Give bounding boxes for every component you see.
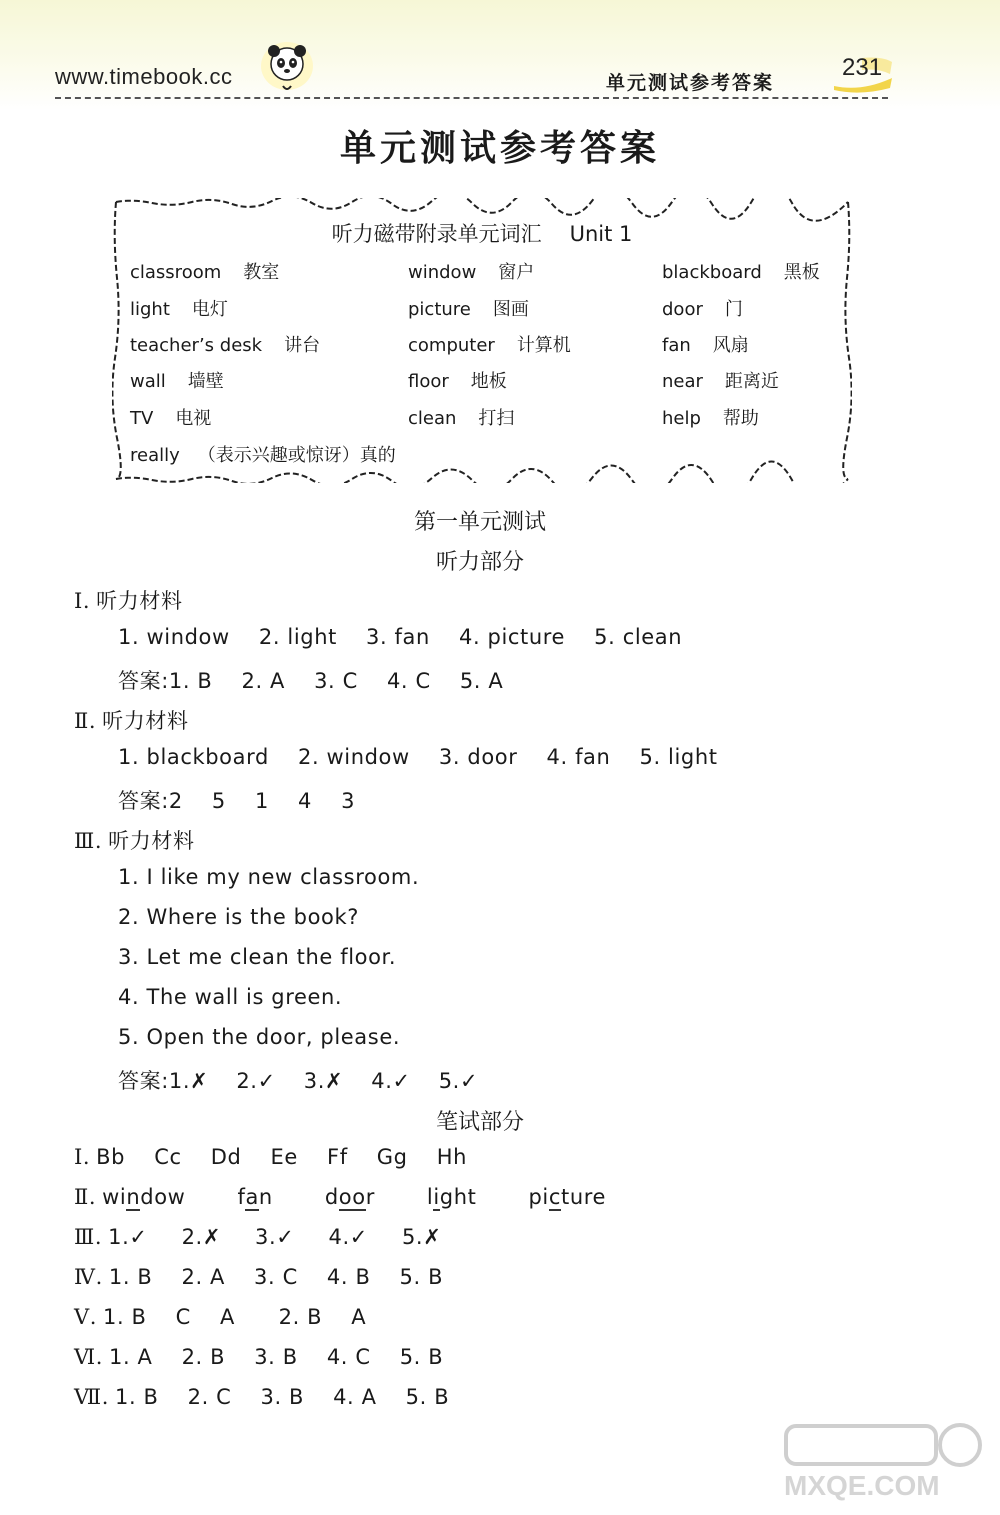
vocab-en: really [130,445,180,466]
vocab-item [662,258,820,284]
writing-iii [74,1225,441,1249]
roman-numeral: Ⅱ. [74,709,97,733]
header-section-title: 单元测试参考答案 [606,72,775,94]
listening-section-title: 听力部分 [435,550,524,575]
vocab-item [408,404,514,430]
header-url: www.timebook.cc [55,64,233,89]
roman-numeral: Ⅵ. [74,1345,103,1369]
roman-numeral: Ⅴ. [74,1305,98,1329]
answer-item [402,1225,441,1249]
vocab-en: light [130,299,170,320]
answer-prefix: 答案: [118,1069,169,1093]
word-part: wi [102,1185,127,1209]
word-part: l [426,1185,434,1209]
vocab-zh: 图画 [492,299,529,320]
word-part: ture [561,1185,607,1209]
vocab-en: blackboard [662,262,762,283]
vocab-item [130,404,211,430]
vocabulary-unit: Unit 1 [569,222,633,246]
watermark-text: MXQE.COM [784,1470,940,1501]
vocab-zh: 门 [724,299,743,320]
vocab-en: help [662,408,701,429]
answer-word [102,1185,185,1209]
word-part: n [258,1185,273,1209]
listening-iii-answer [118,1065,478,1095]
writing-i-answer: Bb Cc Dd Ee Ff Gg Hh [96,1145,467,1169]
listening-iii-sentence: 2. Where is the book? [118,905,359,929]
vocab-item [408,367,507,393]
roman-numeral: Ⅲ. [74,1225,103,1249]
vocab-en: clean [408,408,457,429]
writing-vi [74,1345,443,1369]
vocabulary-heading: 听力磁带附录单元词汇 [331,222,542,246]
vocab-zh: 帮助 [722,408,759,429]
word-part: pi [528,1185,549,1209]
listening-i-answer: 答案:1. B 2. A 3. C 4. C 5. A [118,669,504,693]
listening-ii-heading [74,705,189,735]
vocab-en: window [408,262,477,283]
vocabulary-title [112,218,852,248]
answer-item [108,1225,147,1249]
vocab-zh: 讲台 [284,335,321,356]
roman-numeral: Ⅶ. [74,1385,109,1409]
answer-number: 5. [438,1069,460,1093]
header-divider [55,97,888,99]
page-number-badge [832,52,894,94]
answer-item [169,1069,208,1093]
answer-item [329,1225,368,1249]
underlined-letters: oo [338,1185,366,1209]
answer-item [371,1069,410,1093]
watermark-logo [780,1420,990,1510]
answer-number: 1. [168,1069,191,1093]
vocab-en: wall [130,371,166,392]
writing-v-answer: 1. B C A 2. B A [103,1305,367,1329]
underlined-letters: c [548,1185,562,1209]
vocabulary-box [112,198,852,483]
vocab-en: floor [408,371,449,392]
listening-ii-answer: 答案:2 5 1 4 3 [118,789,356,813]
underlined-letters: a [245,1185,259,1209]
answer-word [325,1185,375,1209]
check-mark-icon: ✓ [392,1069,411,1093]
answer-number: 1. [108,1225,130,1249]
panda-mascot-icon [255,36,319,96]
word-part: f [237,1185,246,1209]
word-part: dow [140,1185,186,1209]
vocab-en: door [662,299,703,320]
answer-word [237,1185,272,1209]
writing-vi-answer: 1. A 2. B 3. B 4. C 5. B [109,1345,444,1369]
vocab-zh: 墙壁 [187,371,224,392]
writing-vii [74,1385,449,1409]
vocab-en: picture [408,299,471,320]
answer-item [255,1225,294,1249]
check-mark-icon: ✓ [257,1069,276,1093]
listening-iii-sentence: 5. Open the door, please. [118,1025,401,1049]
vocab-en: fan [662,335,691,356]
page-title: 单元测试参考答案 [339,127,660,169]
vocab-zh: 计算机 [516,335,571,356]
vocab-en: computer [408,335,495,356]
word-part: ght [439,1185,477,1209]
cross-mark-icon: ✗ [190,1069,209,1093]
vocab-zh: 电灯 [191,299,228,320]
vocab-item [130,258,279,284]
vocab-zh: 窗户 [498,262,535,283]
writing-iv-answer: 1. B 2. A 3. C 4. B 5. B [108,1265,444,1289]
listening-iii-sentence: 4. The wall is green. [118,985,343,1009]
cross-mark-icon: ✗ [423,1225,442,1249]
vocab-en: near [662,371,703,392]
answer-item [304,1069,343,1093]
listening-ii-material: 1. blackboard 2. window 3. door 4. fan 5. light [118,745,718,769]
vocab-zh: 黑板 [783,262,820,283]
vocab-item [662,331,749,357]
vocab-item [408,295,529,321]
vocab-zh: （表示兴趣或惊讶）真的 [197,445,396,466]
underlined-letters: i [433,1185,440,1209]
vocab-zh: 电视 [175,408,212,429]
writing-section-title: 笔试部分 [435,1110,524,1135]
watermark-emblem-icon [780,1420,990,1470]
answer-word [427,1185,477,1209]
answer-number: 2. [236,1069,258,1093]
answer-number: 2. [181,1225,203,1249]
writing-i [74,1145,467,1169]
underlined-letters: n [126,1185,141,1209]
listening-iii-sentence: 1. I like my new classroom. [118,865,420,889]
cross-mark-icon: ✗ [325,1069,344,1093]
word-part: r [365,1185,375,1209]
answer-number: 4. [371,1069,393,1093]
vocab-item [130,367,224,393]
vocab-item [662,367,779,393]
vocab-en: TV [130,408,154,429]
answer-number: 4. [328,1225,350,1249]
vocab-item [662,295,743,321]
test-title: 第一单元测试 [413,510,546,535]
listening-i-material: 1. window 2. light 3. fan 4. picture 5. clean [118,625,683,649]
vocab-item [130,441,396,467]
writing-ii [74,1185,606,1209]
check-mark-icon: ✓ [129,1225,148,1249]
answer-item [439,1069,478,1093]
check-mark-icon: ✓ [276,1225,295,1249]
vocab-item [408,258,534,284]
roman-numeral: Ⅰ. [74,1145,91,1169]
vocab-zh: 教室 [243,262,280,283]
roman-numeral: Ⅰ. [74,589,91,613]
section-label: 听力材料 [102,709,189,733]
writing-iv [74,1265,443,1289]
cross-mark-icon: ✗ [202,1225,222,1249]
check-mark-icon: ✓ [349,1225,368,1249]
answer-number: 5. [401,1225,424,1249]
roman-numeral: Ⅱ. [74,1185,97,1209]
answer-number: 3. [303,1069,326,1093]
section-label: 听力材料 [108,829,195,853]
listening-iii-sentence: 3. Let me clean the floor. [118,945,397,969]
vocab-zh: 风扇 [712,335,749,356]
answer-item [236,1069,275,1093]
check-mark-icon: ✓ [459,1069,479,1093]
word-part: d [324,1185,339,1209]
vocab-en: classroom [130,262,222,283]
vocab-zh: 打扫 [478,408,515,429]
answer-item [182,1225,221,1249]
section-label: 听力材料 [96,589,183,613]
vocab-en: teacher’s desk [130,335,263,356]
vocab-zh: 地板 [470,371,507,392]
page-number: 231 [842,54,883,81]
vocab-item [130,331,320,357]
listening-iii-heading [74,825,195,855]
roman-numeral: Ⅳ. [74,1265,103,1289]
writing-vii-answer: 1. B 2. C 3. B 4. A 5. B [114,1385,450,1409]
listening-i-heading [74,585,183,615]
vocab-item [408,331,571,357]
vocab-zh: 距离近 [724,371,779,392]
roman-numeral: Ⅲ. [74,829,103,853]
vocab-item [662,404,759,430]
answer-number: 3. [255,1225,277,1249]
vocab-item [130,295,228,321]
answer-word [528,1185,606,1209]
writing-v [74,1305,366,1329]
